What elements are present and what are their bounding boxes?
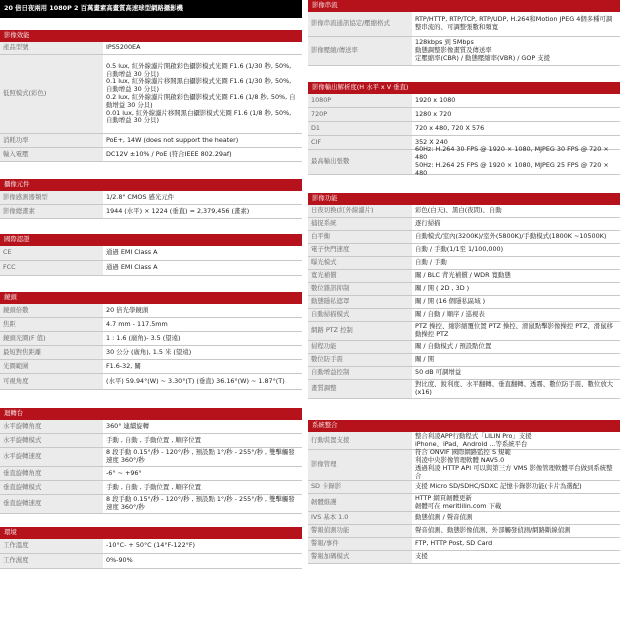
spec-value-line: 手動 , 自動 , 手動位置 , 順序位置	[106, 435, 201, 444]
spec-row	[308, 270, 620, 283]
spec-row	[0, 134, 302, 148]
spec-value	[103, 134, 302, 147]
spec-row	[308, 244, 620, 257]
right-column	[308, 0, 620, 564]
spec-value	[412, 231, 620, 243]
spec-row	[308, 525, 620, 538]
spec-row	[0, 481, 302, 495]
spec-row	[308, 122, 620, 136]
spec-label: 產品型號	[0, 42, 103, 54]
spec-value-line: 8 段手動 0.15°/秒 - 120°/秒 , 預設點 1°/秒 - 255°/秒 , 雙擊觸發速度 360°/秒	[106, 448, 295, 464]
spec-row	[0, 420, 302, 434]
spec-value	[103, 332, 302, 345]
spec-value	[103, 246, 302, 260]
spec-value	[412, 37, 620, 65]
spec-label: 警報加碼模式	[308, 551, 412, 563]
spec-value-line: 整合利凌APP行動程式「LILIN Pro」支援	[415, 431, 532, 440]
spec-value	[103, 539, 302, 553]
spec-label: 鏡頭光圈(F 值)	[0, 332, 103, 345]
spec-row	[0, 318, 302, 332]
spec-label: 低照模式(彩色)	[0, 55, 103, 133]
spec-label: 可視角度	[0, 374, 103, 389]
spec-value-line: 符合 ONVIF 國際網路監控 S 規範	[415, 448, 511, 457]
spec-value-line: iPhone、iPad、Android ...等系統平台	[415, 439, 528, 448]
spec-value-line: -6° ~ +96°	[106, 468, 142, 477]
spec-label: 水平旋轉角度	[0, 420, 103, 433]
spec-row	[308, 205, 620, 218]
spec-value-line: IPS5200EA	[106, 43, 141, 52]
spec-row	[308, 354, 620, 367]
spec-row	[308, 551, 620, 564]
spec-section	[0, 408, 302, 514]
section-header: 影像功能	[308, 193, 620, 205]
spec-value-line: 動態調整影像畫質及傳送率	[415, 46, 492, 55]
spec-label: 影像管理	[308, 450, 412, 480]
spec-row	[308, 12, 620, 37]
spec-label: CE	[0, 246, 103, 260]
section-header: 攝像元件	[0, 179, 302, 191]
spec-row	[308, 309, 620, 322]
spec-value	[412, 244, 620, 256]
spec-value-line: 0.1 lux, 紅外線濾片移開黑白攝影模式光圈 F1.6 (1/30 秒, 50%, 自動增益 30 分貝)	[106, 77, 292, 94]
spec-label: 水平旋轉速度	[0, 448, 103, 466]
spec-value	[412, 538, 620, 550]
spec-label: 焦距	[0, 318, 103, 331]
spec-value-line: 通過 EMI Class A	[106, 248, 158, 257]
spec-row	[308, 218, 620, 231]
spec-row	[0, 205, 302, 219]
spec-label: 動態隱私遮罩	[308, 296, 412, 308]
spec-section	[308, 82, 620, 175]
spec-row	[0, 467, 302, 481]
spec-label: 數位防手震	[308, 354, 412, 366]
spec-value-line: 0.2 lux, 紅外線濾片開啟彩色攝影模式光圈 F1.6 (1/8 秒, 50%, 自動增益 30 分貝)	[106, 93, 296, 109]
spec-value-line: F1.6-32, 關	[106, 361, 141, 370]
spec-section	[0, 30, 302, 162]
spec-value	[412, 12, 620, 36]
spec-row	[308, 341, 620, 354]
spec-label: D1	[308, 122, 412, 135]
spec-value-line: 通過 EMI Class A	[106, 263, 158, 272]
spec-row	[308, 37, 620, 66]
spec-row	[0, 495, 302, 514]
spec-value-line: 0.5 lux, 紅外線濾片開啟彩色攝影模式光圈 F1.6 (1/30 秒, 50%, 自動增益 30 分貝)	[106, 61, 292, 78]
spec-section	[308, 0, 620, 66]
section-header: 迴轉台	[0, 408, 302, 420]
spec-value	[412, 450, 620, 480]
spec-value-line: 1944 (水平) × 1224 (垂直) = 2,379,456 (畫素)	[106, 206, 250, 215]
spec-value-line: 聲音偵測、動態影像偵測、外部觸發偵測/網路斷線偵測	[415, 526, 571, 535]
spec-value-line: 360° 連續旋轉	[106, 421, 149, 430]
spec-value-line: 關 / BLC 背光補償 / WDR 寬動態	[415, 271, 511, 280]
spec-label: FCC	[0, 261, 103, 275]
spec-row	[0, 246, 302, 261]
spec-value	[103, 205, 302, 218]
spec-value-line: 利凌中央影像管理軟體 NAV5.0	[415, 456, 505, 465]
spec-row	[308, 231, 620, 244]
spec-label: 影像串流通訊協定/壓縮格式	[308, 12, 412, 36]
section-header: 環境	[0, 527, 302, 539]
spec-value-line: (水平) 59.94°(W) ~ 3.30°(T) (垂直) 36.16°(W) ~ 1.87°(T)	[106, 376, 285, 385]
spec-row	[0, 332, 302, 346]
spec-row	[0, 346, 302, 360]
spec-value	[412, 432, 620, 449]
spec-value-line: PTZ 操控、縮影縮覆位置 PTZ 操控、滑鼠點擊影像操控 PTZ、滑鼠移動操控 PTZ	[415, 322, 613, 338]
spec-value-line: 352 X 240	[415, 137, 448, 146]
section-header: 影像效能	[0, 30, 302, 42]
spec-label: 自動掃描模式	[308, 309, 412, 321]
spec-value-line: 8 段手動 0.15°/秒 - 120°/秒 , 預設點 1°/秒 - 255°/秒 , 雙擊觸發速度 360°/秒	[106, 495, 295, 511]
spec-value	[103, 360, 302, 373]
spec-value-line: 20 倍光學鏡頭	[106, 305, 149, 314]
spec-value	[412, 551, 620, 563]
spec-row	[308, 108, 620, 122]
spec-value	[103, 448, 302, 466]
spec-section	[308, 193, 620, 399]
spec-row	[0, 434, 302, 448]
spec-value-line: 關 / 開 ( 2D , 3D )	[415, 284, 470, 293]
spec-value	[412, 341, 620, 353]
spec-label: 白平衡	[308, 231, 412, 243]
spec-row	[0, 374, 302, 390]
spec-value	[412, 145, 620, 177]
spec-value	[103, 191, 302, 204]
spec-value	[412, 380, 620, 398]
spec-label: SD 卡錄影	[308, 481, 412, 493]
spec-section	[0, 292, 302, 390]
spec-label: 影像總畫素	[0, 205, 103, 218]
spec-value-line: HTTP 網頁韌體更新	[415, 493, 472, 502]
spec-row	[308, 296, 620, 309]
spec-row	[308, 450, 620, 481]
spec-row	[0, 304, 302, 318]
spec-value-line: 關 / 自動 / 順序 / 巡視表	[415, 310, 485, 319]
spec-label: 畫質調整	[308, 380, 412, 398]
spec-row	[308, 145, 620, 177]
section-header: 影像串流	[308, 0, 620, 12]
spec-value-line: 關 / 自動模式 / 預設點位置	[415, 342, 492, 351]
spec-section	[308, 420, 620, 564]
spec-value-line: 50Hz: H.264 25 FPS @ 1920 × 1080, MJPEG 25 FPS @ 720 × 480	[415, 161, 609, 177]
spec-value-line: 4.7 mm - 117.5mm	[106, 319, 168, 328]
spec-value	[412, 218, 620, 230]
spec-value	[412, 525, 620, 537]
spec-value	[412, 494, 620, 511]
left-column	[0, 0, 302, 569]
spec-row	[308, 380, 620, 399]
spec-value-line: 0%-90%	[106, 556, 133, 565]
spec-row	[0, 191, 302, 205]
spec-value	[412, 270, 620, 282]
spec-value	[412, 283, 620, 295]
spec-value-line: 60Hz: H.264 30 FPS @ 1920 × 1080, MJPEG 30 FPS @ 720 × 480	[415, 145, 609, 162]
spec-value-line: 逐行掃描	[415, 219, 441, 228]
spec-label: 韌體維護	[308, 494, 412, 511]
spec-row	[0, 55, 302, 134]
spec-row	[0, 554, 302, 569]
spec-value-line: RTP/HTTP, RTP/TCP, RTP/UDP, H.264和Motion JPEG 4個多種可調整串流的、可調整張數和頻寬	[415, 15, 613, 31]
spec-value-line: 韌體可在 meritlilin.com 下載	[415, 501, 502, 510]
spec-value	[412, 108, 620, 121]
spec-label: 消耗功率	[0, 134, 103, 147]
spec-value-line: 對比度、銳利度、水平翻轉、垂直翻轉、透霧、數位防手震、數位放大(x16)	[415, 380, 614, 396]
spec-value-line: 1920 x 1080	[415, 95, 456, 104]
spec-value-line: 支援	[415, 552, 428, 561]
spec-value	[103, 420, 302, 433]
spec-value-line: 0.01 lux, 紅外線濾片移開黑白攝影模式光圈 F1.6 (1/8 秒, 50%, 自動增益 30 分貝)	[106, 108, 292, 125]
spec-value	[412, 122, 620, 135]
spec-value	[412, 481, 620, 493]
spec-label: 最短對焦距離	[0, 346, 103, 359]
spec-label: 日夜切換(紅外線濾片)	[308, 205, 412, 217]
spec-value-line: 自動 / 手動	[415, 258, 447, 267]
spec-label: 工作溫度	[0, 539, 103, 553]
spec-value	[103, 318, 302, 331]
spec-value-line: 720 x 480, 720 X 576	[415, 123, 485, 132]
spec-value-line: -10°C- + 50°C (14°F-122°F)	[106, 541, 196, 550]
spec-label: 電子快門速度	[308, 244, 412, 256]
spec-value	[412, 205, 620, 217]
spec-label: 720P	[308, 108, 412, 121]
spec-label: 影像感測器類型	[0, 191, 103, 204]
spec-value-line: 自動 / 手動(1/1至 1/100,000)	[415, 245, 504, 254]
spec-value-line: 定壓縮率(CBR) / 動態壓縮率(VBR) / GOP 支援	[415, 53, 551, 62]
spec-label: 最高輸出張數	[308, 150, 412, 174]
spec-label: 垂直旋轉模式	[0, 481, 103, 494]
spec-row	[308, 538, 620, 551]
spec-section	[0, 234, 302, 276]
spec-row	[308, 512, 620, 525]
spec-row	[0, 360, 302, 374]
spec-value	[412, 94, 620, 107]
section-header: 系統整合	[308, 420, 620, 432]
spec-label: 網路 PTZ 控制	[308, 322, 412, 340]
spec-value-line: 動態偵測 / 聲音偵測	[415, 513, 473, 522]
section-header: 鏡頭	[0, 292, 302, 304]
spec-value-line: 手動 , 自動 , 手動位置 , 順序位置	[106, 482, 201, 491]
spec-label: 水平旋轉模式	[0, 434, 103, 447]
spec-value	[103, 304, 302, 317]
spec-section	[0, 179, 302, 219]
spec-value	[103, 554, 302, 568]
spec-value	[412, 257, 620, 269]
spec-value	[412, 322, 620, 340]
spec-value-line: DC12V ±10% / PoE (符合IEEE 802.29af)	[106, 149, 232, 158]
spec-value	[412, 309, 620, 321]
spec-row	[308, 94, 620, 108]
spec-label: 工作濕度	[0, 554, 103, 568]
spec-value	[412, 354, 620, 366]
spec-label: 垂直旋轉角度	[0, 467, 103, 480]
spec-section	[0, 527, 302, 569]
section-header: 國際認證	[0, 234, 302, 246]
spec-label: 數位雜訊抑制	[308, 283, 412, 295]
spec-label: 捕捉系統	[308, 218, 412, 230]
spec-label: 輸入電壓	[0, 148, 103, 161]
spec-value-line: 50 dB 可調增益	[415, 368, 462, 377]
spec-value-line: 1/2.8" CMOS 感光元件	[106, 192, 175, 201]
spec-label: 光圈範圍	[0, 360, 103, 373]
spec-value-line: 1 : 1.6 (廣角)- 3.5 (望遠)	[106, 333, 181, 342]
spec-value	[103, 261, 302, 275]
spec-value-line: 透過利凌 HTTP API 可以與第三方 VMS 影像管理軟體平台做到系統整合	[415, 464, 613, 480]
spec-value-line: 1280 x 720	[415, 109, 452, 118]
spec-row	[308, 481, 620, 494]
spec-label: CIF	[308, 136, 412, 149]
spec-value	[412, 296, 620, 308]
spec-row	[0, 261, 302, 276]
spec-value	[103, 495, 302, 513]
spec-label: 自動增益控制	[308, 367, 412, 379]
spec-value-line: 關 / 開 (16 個隱私區域 )	[415, 297, 486, 306]
spec-value	[103, 434, 302, 447]
spec-value	[103, 481, 302, 494]
spec-label: 警報偵測功能	[308, 525, 412, 537]
spec-label: 掃程功能	[308, 341, 412, 353]
spec-label: 警報/事件	[308, 538, 412, 550]
spec-row	[0, 148, 302, 162]
spec-value-line: FTP, HTTP Post, SD Card	[415, 539, 493, 548]
spec-row	[308, 494, 620, 512]
spec-value-line: 自動模式/室內(3200K)/室外(5800K)/手動模式(1800K ~10500K)	[415, 232, 607, 241]
spec-label: 垂直旋轉速度	[0, 495, 103, 513]
spec-label: 1080P	[308, 94, 412, 107]
spec-value	[103, 148, 302, 161]
spec-value	[103, 374, 302, 389]
spec-row	[0, 42, 302, 55]
spec-row	[0, 448, 302, 467]
spec-value	[412, 512, 620, 524]
spec-value	[103, 346, 302, 359]
section-header: 影像輸出解析度(H 水平 x V 垂直)	[308, 82, 620, 94]
spec-label: IVS 基本 1.0	[308, 512, 412, 524]
spec-row	[308, 283, 620, 296]
spec-value-line: 30 公分 (廣角), 1.5 米 (望遠)	[106, 347, 192, 356]
spec-row	[308, 257, 620, 270]
spec-value	[103, 467, 302, 480]
spec-label: 影像壓縮/傳送率	[308, 37, 412, 65]
spec-label: 行動裝置支援	[308, 432, 412, 449]
spec-value-line: 關 / 開	[415, 355, 434, 364]
spec-value-line: PoE+, 14W (does not support the heater)	[106, 135, 239, 144]
spec-row	[308, 322, 620, 341]
spec-row	[308, 367, 620, 380]
spec-value-line: 支援 Micro SD/SDHC/SDXC 記憶卡錄影功能(卡片為選配)	[415, 482, 582, 491]
spec-row	[0, 539, 302, 554]
spec-label: 曝光模式	[308, 257, 412, 269]
spec-value	[103, 42, 302, 54]
spec-value-line: 128kbps 到 5Mbps	[415, 38, 474, 47]
spec-label: 鏡頭倍數	[0, 304, 103, 317]
page-title: 20 倍日夜兩用 1080P 2 百萬畫素高畫質高速球型網路攝影機	[0, 0, 302, 18]
spec-label: 寬光補償	[308, 270, 412, 282]
spec-value	[103, 55, 302, 133]
spec-value-line: 彩色(白天)、黑白(夜間)、自動	[415, 206, 502, 215]
spec-value	[412, 367, 620, 379]
